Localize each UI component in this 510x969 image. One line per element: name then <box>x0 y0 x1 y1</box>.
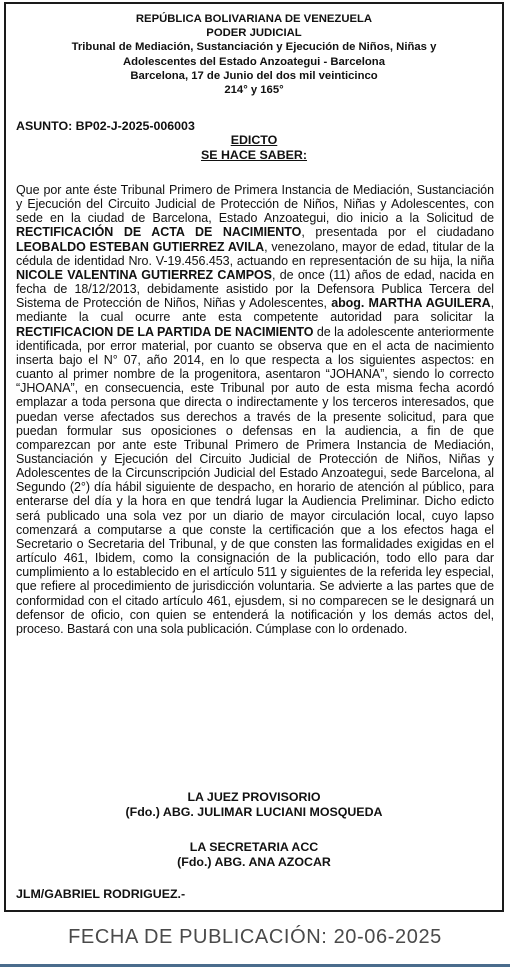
body-bold: RECTIFICACION DE LA PARTIDA DE NACIMIENTO <box>16 324 314 339</box>
header-date: Barcelona, 17 de Junio del dos mil veinticinco <box>130 69 378 82</box>
header-judicial-power: PODER JUDICIAL <box>206 27 302 40</box>
edict-body <box>16 183 494 636</box>
body-bold: LEOBALDO ESTEBAN GUTIERREZ AVILA <box>16 239 265 254</box>
court-header <box>14 12 494 97</box>
case-number: ASUNTO: BP02-J-2025-006003 <box>16 119 195 133</box>
bottom-divider <box>0 964 510 967</box>
edict-notice-box <box>4 2 504 912</box>
secretary-name: (Fdo.) ABG. ANA AZOCAR <box>177 855 331 869</box>
body-bold: RECTIFICACIÓN DE ACTA DE NACIMIENTO <box>16 225 302 240</box>
header-court-line1: Tribunal de Mediación, Sustanciación y Ejecución de Niños, Niñas y <box>71 41 437 54</box>
header-court-line2: Adolescentes del Estado Anzoategui - Barcelona <box>123 55 385 68</box>
body-text: , mediante la cual ocurre ante esta competente autoridad para solicitar la <box>16 296 495 325</box>
secretary-title: LA SECRETARIA ACC <box>189 840 319 854</box>
edict-subtitle: SE HACE SABER: <box>200 148 308 162</box>
body-text: de la adolescente anteriormente identificada, por error material, por cuanto se observa que en el acta de nacimiento inserta bajo el N° 07, año 2014, en lo que respecta a los siguientes aspectos: en cuanto al primer nombre de la progenitora, asentaron “JOHANA”, siendo lo correcto “JHOANA”, en consecuencia, este Tribunal por auto de esta misma fecha acordó emplazar a toda persona que directa o indirectamente y los terceros interesados, que puedan verse afectados sus derechos a través de la presente solicitud, para que puedan formular sus oposiciones o defensas en la audiencia, a fin de que comparezcan por ante este Tribunal Primero de Primera Instancia de Mediación, Sustanciación y Ejecución del Circuito Judicial de Protección de Niños, Niñas y Adolescentes de la Circunscripción Judicial del Estado Anzoategui, sede Barcelona, al Segundo (2°) día hábil siguiente de despacho, en horario de atención al público, para enterarse del día y la hora en que tendrá lugar la Audiencia Preliminar. Dicho edicto será publicado una sola vez por un diario de mayor circulación local, cuyo lapso comenzará a computarse a que conste la certificación que a los efectos haga el Secretario o Secretaria del Tribunal, y de que consten las formalidades exigidas en el artículo 461, Ibidem, como la consignación de la publicación, todo ello para dar cumplimiento a lo establecido en el artículo 511 y siguientes de la referida ley especial, que refiere al procedimiento de jurisdicción voluntaria. Se advierte a las partes que de conformidad con el citado artículo 461, ejusdem, si no comparecen se le designará un defensor de oficio, con quien se entenderá la notificación y los demás actos del, proceso. Bastará con una sola publicación. Cúmplase con lo ordenado. <box>16 324 494 636</box>
publication-date: FECHA DE PUBLICACIÓN: 20-06-2025 <box>68 926 442 948</box>
secretary-signature <box>6 840 502 870</box>
body-text: Que por ante éste Tribunal Primero de Primera Instancia de Mediación, Sustanciación y Ejecución del Circuito Judicial de Protección de Niños, Niñas y Adolescentes, con sede en la ciudad de Barcelona, Estado Anzoategui, dio inicio a la Solicitud de <box>16 183 494 226</box>
judge-name: (Fdo.) ABG. JULIMAR LUCIANI MOSQUEDA <box>125 805 383 819</box>
judge-signature <box>6 790 502 820</box>
body-text: , de once (11) años de edad, nacida en fecha de 18/12/2013, debidamente asistido por la Defensora Publica Tercera del Sistema de Protección de Niños, Niñas y Adolescentes, <box>16 267 494 311</box>
edict-title: EDICTO <box>230 133 278 147</box>
author-initials: JLM/GABRIEL RODRIGUEZ.- <box>16 887 186 901</box>
body-bold: NICOLE VALENTINA GUTIERREZ CAMPOS <box>16 267 272 282</box>
header-republic: REPÚBLICA BOLIVARIANA DE VENEZUELA <box>135 13 373 25</box>
judge-title: LA JUEZ PROVISORIO <box>187 790 321 804</box>
header-years: 214° y 165° <box>224 84 284 97</box>
body-bold: abog. MARTHA AGUILERA <box>331 296 491 311</box>
body-text: , presentada por el ciudadano <box>301 225 494 240</box>
body-text: , venezolano, mayor de edad, titular de la cédula de identidad Nro. V-19.456.453, actuando en representación de su hija, la niña <box>16 239 495 268</box>
